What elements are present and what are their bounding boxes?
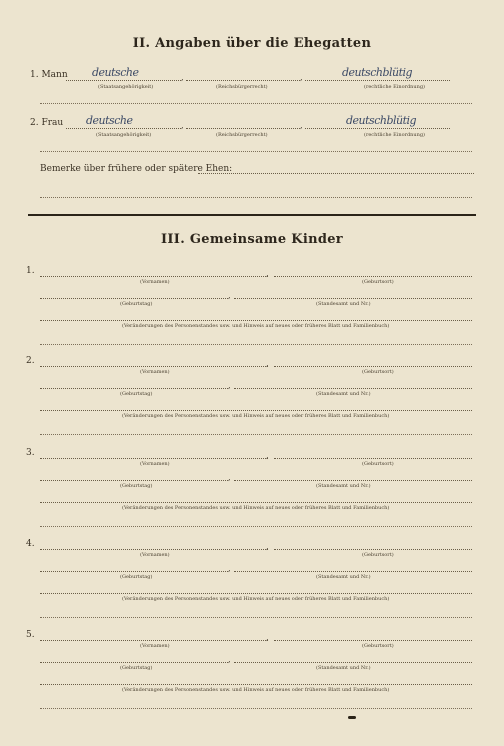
wife-religion-caption: (rechtliche Einordnung) [364, 132, 425, 138]
child-number: 4. [26, 539, 35, 549]
child-birthplace-line[interactable] [274, 549, 472, 550]
child-number: 1. [26, 266, 35, 276]
child-firstname-caption: (Vornamen) [140, 461, 170, 467]
child-changes-line[interactable] [40, 684, 472, 685]
wife-extra-line[interactable] [40, 151, 472, 152]
child-registry-caption: (Standesamt und Nr.) [316, 391, 371, 397]
child-firstname-caption: (Vornamen) [140, 369, 170, 375]
child-changes-caption: (Veränderungen des Personenstandes usw. und Hinweis auf neues oder früheres Blatt und Familienbuch) [122, 596, 390, 602]
child-changes-line[interactable] [40, 502, 472, 503]
child-birthday-caption: (Geburtstag) [120, 301, 153, 307]
section-separator [28, 214, 476, 216]
child-birthday-line[interactable] [40, 388, 228, 389]
child-number: 5. [26, 630, 35, 640]
comma: , [266, 451, 269, 460]
child-extra-line[interactable] [40, 526, 472, 527]
child-birthplace-line[interactable] [274, 640, 472, 641]
child-changes-line[interactable] [40, 593, 472, 594]
husband-extra-line[interactable] [40, 103, 472, 104]
husband-religion-caption: (rechtliche Einordnung) [364, 84, 425, 90]
child-registry-line[interactable] [234, 388, 472, 389]
comma: , [228, 381, 231, 390]
comma: , [181, 73, 184, 82]
child-extra-line[interactable] [40, 434, 472, 435]
child-birthplace-caption: (Geburtsort) [362, 369, 394, 375]
remarks-line-2[interactable] [40, 197, 472, 198]
child-birthday-line[interactable] [40, 662, 228, 663]
comma: , [300, 73, 303, 82]
husband-citizenship-line[interactable] [66, 80, 181, 81]
child-birthplace-caption: (Geburtsort) [362, 461, 394, 467]
child-changes-line[interactable] [40, 320, 472, 321]
husband-label: 1. Mann [30, 70, 68, 80]
ink-mark [348, 716, 356, 719]
child-number: 2. [26, 356, 35, 366]
child-birthplace-caption: (Geburtsort) [362, 279, 394, 285]
wife-reich-line[interactable] [186, 128, 300, 129]
child-birthday-line[interactable] [40, 571, 228, 572]
child-firstname-line[interactable] [40, 549, 268, 550]
husband-religion-line[interactable] [305, 80, 450, 81]
child-birthday-caption: (Geburtstag) [120, 483, 153, 489]
child-birthday-line[interactable] [40, 298, 228, 299]
husband-citizenship-caption: (Staatsangehörigkeit) [98, 84, 154, 90]
child-firstname-caption: (Vornamen) [140, 552, 170, 558]
child-birthplace-line[interactable] [274, 276, 472, 277]
child-registry-line[interactable] [234, 662, 472, 663]
child-registry-caption: (Standesamt und Nr.) [316, 574, 371, 580]
child-extra-line[interactable] [40, 617, 472, 618]
comma: , [266, 359, 269, 368]
wife-citizenship-value: deutsche [86, 114, 133, 127]
comma: , [228, 291, 231, 300]
comma: , [228, 473, 231, 482]
comma: , [300, 121, 303, 130]
wife-religion-line[interactable] [305, 128, 450, 129]
child-birthday-caption: (Geburtstag) [120, 574, 153, 580]
child-birthday-caption: (Geburtstag) [120, 391, 153, 397]
child-firstname-line[interactable] [40, 366, 268, 367]
child-birthplace-caption: (Geburtsort) [362, 643, 394, 649]
child-birthplace-line[interactable] [274, 458, 472, 459]
child-firstname-caption: (Vornamen) [140, 279, 170, 285]
child-registry-line[interactable] [234, 571, 472, 572]
child-birthday-caption: (Geburtstag) [120, 665, 153, 671]
section-2-title: II. Angaben über die Ehegatten [132, 36, 372, 51]
child-registry-line[interactable] [234, 480, 472, 481]
child-birthplace-caption: (Geburtsort) [362, 552, 394, 558]
child-firstname-line[interactable] [40, 458, 268, 459]
wife-citizenship-caption: (Staatsangehörigkeit) [96, 132, 152, 138]
comma: , [181, 121, 184, 130]
child-changes-caption: (Veränderungen des Personenstandes usw. und Hinweis auf neues oder früheres Blatt und Familienbuch) [122, 505, 390, 511]
child-registry-caption: (Standesamt und Nr.) [316, 301, 371, 307]
comma: , [228, 564, 231, 573]
child-birthday-line[interactable] [40, 480, 228, 481]
child-firstname-caption: (Vornamen) [140, 643, 170, 649]
child-registry-caption: (Standesamt und Nr.) [316, 483, 371, 489]
child-firstname-line[interactable] [40, 640, 268, 641]
child-changes-caption: (Veränderungen des Personenstandes usw. und Hinweis auf neues oder früheres Blatt und Familienbuch) [122, 323, 390, 329]
child-changes-line[interactable] [40, 410, 472, 411]
wife-reich-caption: (Reichsbürgerrecht) [216, 132, 268, 138]
comma: , [228, 655, 231, 664]
child-registry-line[interactable] [234, 298, 472, 299]
child-birthplace-line[interactable] [274, 366, 472, 367]
husband-religion-value: deutschblütig [342, 66, 413, 79]
child-changes-caption: (Veränderungen des Personenstandes usw. und Hinweis auf neues oder früheres Blatt und Familienbuch) [122, 413, 390, 419]
wife-citizenship-line[interactable] [66, 128, 181, 129]
comma: , [266, 269, 269, 278]
section-3-title: III. Gemeinsame Kinder [161, 232, 343, 247]
wife-religion-value: deutschblütig [346, 114, 417, 127]
child-number: 3. [26, 448, 35, 458]
remarks-line-1[interactable] [198, 173, 474, 174]
child-changes-caption: (Veränderungen des Personenstandes usw. und Hinweis auf neues oder früheres Blatt und Familienbuch) [122, 687, 390, 693]
child-firstname-line[interactable] [40, 276, 268, 277]
husband-citizenship-value: deutsche [92, 66, 139, 79]
husband-reich-line[interactable] [186, 80, 300, 81]
comma: , [266, 633, 269, 642]
wife-label: 2. Frau [30, 118, 64, 128]
child-extra-line[interactable] [40, 344, 472, 345]
child-registry-caption: (Standesamt und Nr.) [316, 665, 371, 671]
child-extra-line[interactable] [40, 708, 472, 709]
husband-reich-caption: (Reichsbürgerrecht) [216, 84, 268, 90]
remarks-label: Bemerke über frühere oder spätere Ehen: [40, 164, 233, 174]
comma: , [266, 542, 269, 551]
